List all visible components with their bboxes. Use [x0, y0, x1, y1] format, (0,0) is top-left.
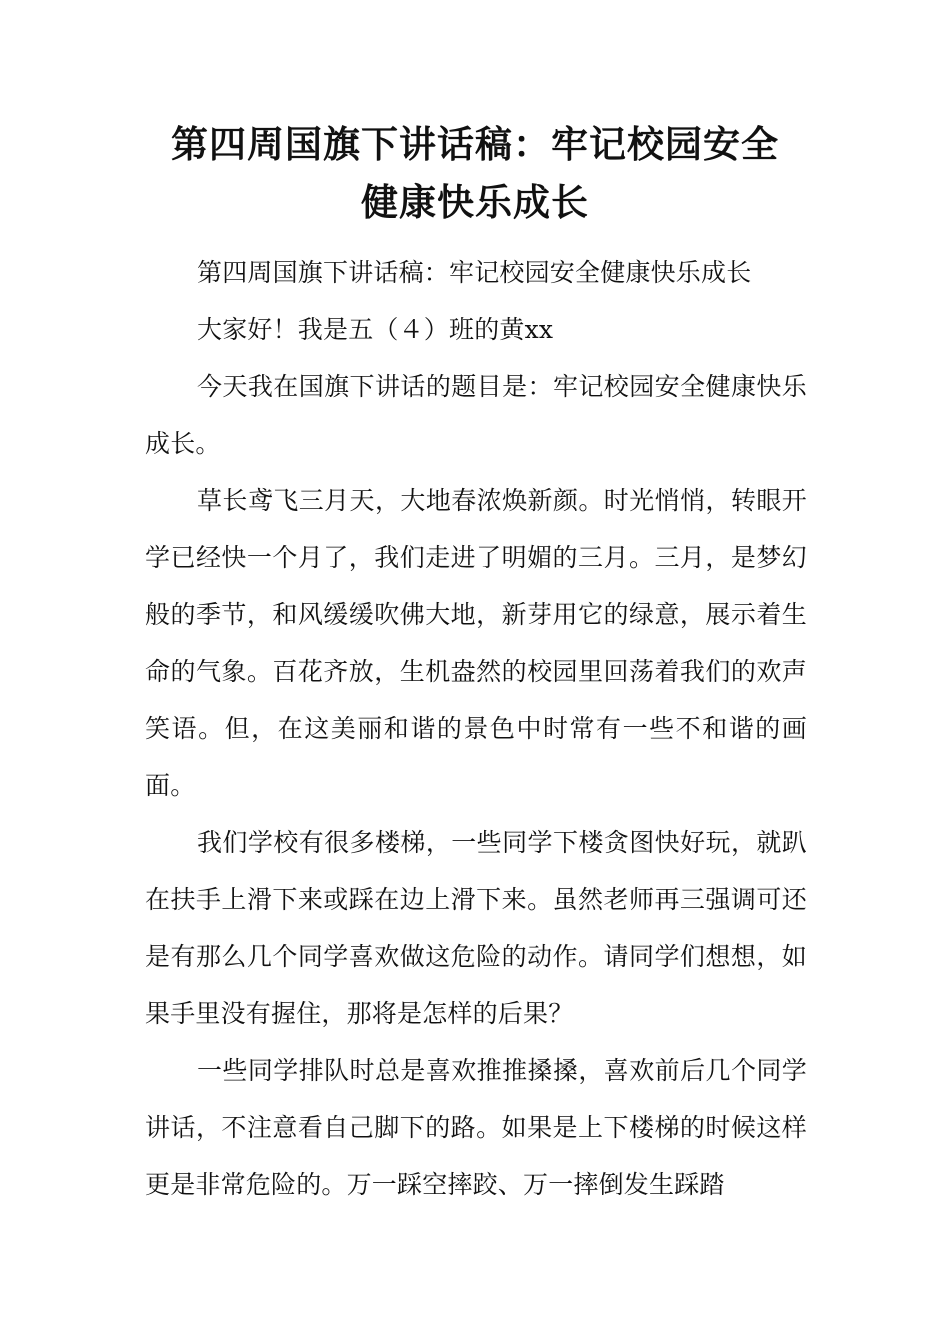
paragraph-stairs: 我们学校有很多楼梯，一些同学下楼贪图快好玩，就趴在扶手上滑下来或踩在边上滑下来。虽然老师再三强调可还是有那么几个同学喜欢做这危险的动作。请同学们想想，如果手里没有握住，那将是怎样的后果？: [145, 828, 807, 1028]
document-title-line-1: 第四周国旗下讲话稿：牢记校园安全: [171, 123, 779, 166]
paragraph-subtitle: 第四周国旗下讲话稿：牢记校园安全健康快乐成长: [197, 258, 752, 287]
paragraph-greeting: 大家好！我是五（４）班的黄xx: [197, 315, 554, 344]
paragraph-spring: 草长鸢飞三月天，大地春浓焕新颜。时光悄悄，转眼开学已经快一个月了，我们走进了明媚的三月。三月，是梦幻般的季节，和风缓缓吹佛大地，新芽用它的绿意，展示着生命的气象。百花齐放，生机盎然的校园里回荡着我们的欢声笑语。但，在这美丽和谐的景色中时常有一些不和谐的画面。: [145, 486, 807, 800]
document-title-line-2: 健康快乐成长: [361, 181, 589, 224]
paragraph-queue: 一些同学排队时总是喜欢推推搡搡，喜欢前后几个同学讲话，不注意看自己脚下的路。如果是上下楼梯的时候这样更是非常危险的。万一踩空摔跤、万一摔倒发生踩踏: [145, 1056, 807, 1199]
document-body: [145, 244, 807, 1213]
paragraph-topic: 今天我在国旗下讲话的题目是：牢记校园安全健康快乐成长。: [145, 372, 807, 458]
